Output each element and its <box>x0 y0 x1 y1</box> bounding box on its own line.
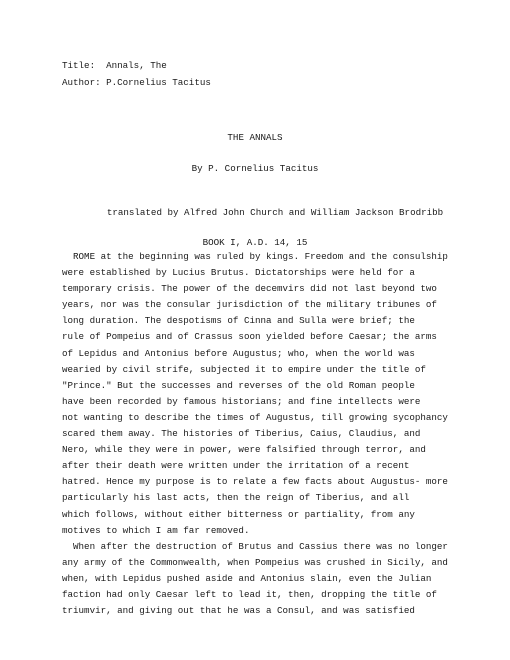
author-meta-line: Author: P.Cornelius Tacitus <box>62 77 211 88</box>
body-text <box>62 249 502 619</box>
text-line: long duration. The despotisms of Cinna and Sulla were brief; the <box>62 315 415 327</box>
text-line: motives to which I am far removed. <box>62 524 250 536</box>
text-line: rule of Pompeius and of Crassus soon yielded before Caesar; the arms <box>62 331 437 343</box>
metadata-block <box>62 57 211 91</box>
text-line: were established by Lucius Brutus. Dictatorships were held for a <box>62 267 415 279</box>
text-line: particularly his last acts, then the reign of Tiberius, and all <box>62 492 410 504</box>
text-line: faction had only Caesar left to lead it, then, dropping the title of <box>62 588 437 600</box>
document-byline: By P. Cornelius Tacitus <box>191 163 319 174</box>
text-line: scared them away. The histories of Tiberius, Caius, Claudius, and <box>62 428 421 440</box>
text-line: years, nor was the consular jurisdiction of the military tribunes of <box>62 299 437 311</box>
text-line: hatred. Hence my purpose is to relate a few facts about Augustus- more <box>62 476 448 488</box>
text-line: have been recorded by famous historians; and fine intellects were <box>62 395 421 407</box>
text-line: "Prince." But the successes and reverses of the old Roman people <box>62 379 415 391</box>
translator-credit: translated by Alfred John Church and William Jackson Brodribb <box>106 207 444 218</box>
document-title: THE ANNALS <box>227 132 283 143</box>
text-line: after their death were written under the irritation of a recent <box>62 460 410 472</box>
text-line: Nero, while they were in power, were falsified through terror, and <box>62 444 426 456</box>
text-line: wearied by civil strife, subjected it to empire under the title of <box>62 363 426 375</box>
text-line: temporary crisis. The power of the decemvirs did not last beyond two <box>62 283 437 295</box>
text-line: when, with Lepidus pushed aside and Antonius slain, even the Julian <box>62 572 432 584</box>
text-line: When after the destruction of Brutus and Cassius there was no longer <box>62 540 448 552</box>
text-line: of Lepidus and Antonius before Augustus; who, when the world was <box>62 347 415 359</box>
title-meta-line: Title: Annals, The <box>62 60 167 71</box>
text-line: ROME at the beginning was ruled by kings. Freedom and the consulship <box>62 251 448 262</box>
text-line: any army of the Commonwealth, when Pompeius was crushed in Sicily, and <box>62 556 448 568</box>
book-heading: BOOK I, A.D. 14, 15 <box>202 237 308 248</box>
text-line: triumvir, and giving out that he was a Consul, and was satisfied <box>62 605 415 617</box>
text-line: not wanting to describe the times of Augustus, till growing sycophancy <box>62 411 448 423</box>
text-line: which follows, without either bitterness or partiality, from any <box>62 508 415 520</box>
